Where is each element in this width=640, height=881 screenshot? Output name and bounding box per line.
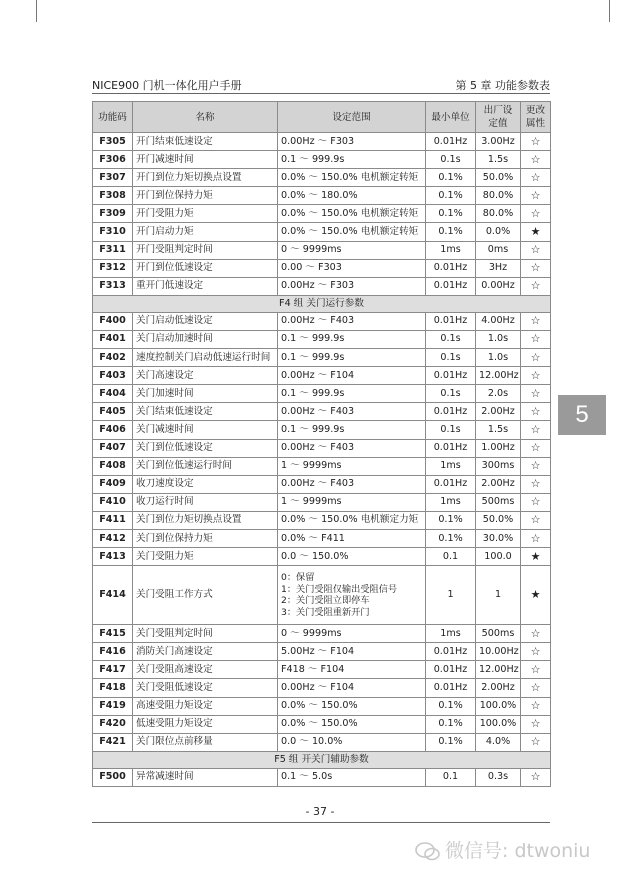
param-code: F413: [93, 548, 133, 566]
param-range: [278, 566, 426, 625]
col-header-code: 功能码: [93, 102, 133, 133]
param-attr: ☆: [521, 697, 551, 715]
param-default: 10.00Hz: [476, 643, 521, 661]
param-range: 0.1 ～ 999.9s: [278, 151, 426, 169]
param-name: 关门结束低速设定: [133, 403, 278, 421]
param-name: 重开门低速设定: [133, 277, 278, 295]
param-attr: ☆: [521, 349, 551, 367]
table-row: [93, 548, 551, 566]
param-range: 0.1 ～ 5.0s: [278, 768, 426, 786]
param-name: 高速受阻力矩设定: [133, 697, 278, 715]
col-header-range: 设定范围: [278, 102, 426, 133]
crop-mark-left: [36, 0, 37, 22]
table-row: [93, 733, 551, 751]
param-code: F310: [93, 223, 133, 241]
param-default: 0ms: [476, 241, 521, 259]
param-name: 关门启动低速设定: [133, 312, 278, 330]
param-unit: 0.1%: [426, 733, 476, 751]
param-name: 开门受阻力矩: [133, 205, 278, 223]
param-code: F309: [93, 205, 133, 223]
param-default: 3.00Hz: [476, 133, 521, 151]
param-default: 2.00Hz: [476, 679, 521, 697]
param-code: F312: [93, 259, 133, 277]
param-attr: ☆: [521, 511, 551, 529]
crop-mark-right: [609, 0, 610, 22]
group-title: F5 组 开关门辅助参数: [93, 751, 551, 768]
param-attr: ☆: [521, 643, 551, 661]
range-option: 2：关门受阻立即停车: [281, 595, 370, 607]
param-attr: ☆: [521, 277, 551, 295]
param-range: 0.00Hz ～ F303: [278, 133, 426, 151]
param-name: 开门受阻判定时间: [133, 241, 278, 259]
table-row: [93, 768, 551, 786]
param-default: 100.0%: [476, 697, 521, 715]
table-row: [93, 697, 551, 715]
param-default: 300ms: [476, 457, 521, 475]
table-row: [93, 566, 551, 625]
page-number: - 37 -: [305, 805, 335, 818]
param-default: 100.0: [476, 548, 521, 566]
param-name: 关门到位保持力矩: [133, 529, 278, 547]
table-row: [93, 169, 551, 187]
param-name: 关门受阻力矩: [133, 548, 278, 566]
table-row: [93, 643, 551, 661]
param-default: 2.00Hz: [476, 403, 521, 421]
param-code: F313: [93, 277, 133, 295]
param-code: F306: [93, 151, 133, 169]
param-name: 关门启动加速时间: [133, 330, 278, 348]
param-attr: ☆: [521, 679, 551, 697]
param-default: 0.3s: [476, 768, 521, 786]
param-unit: 1: [426, 566, 476, 625]
table-row: [93, 403, 551, 421]
param-unit: 0.1%: [426, 169, 476, 187]
col-header-attr: 更改属性: [521, 102, 551, 133]
table-row: [93, 349, 551, 367]
param-range: 5.00Hz ～ F104: [278, 643, 426, 661]
param-name: 开门到位保持力矩: [133, 187, 278, 205]
param-default: 4.0%: [476, 733, 521, 751]
param-default: 80.0%: [476, 205, 521, 223]
param-attr: ☆: [521, 625, 551, 643]
param-code: F412: [93, 529, 133, 547]
param-range: 0.00Hz ～ F403: [278, 403, 426, 421]
col-header-unit: 最小单位: [426, 102, 476, 133]
table-row: [93, 223, 551, 241]
table-row: [93, 715, 551, 733]
param-default: 1.0s: [476, 330, 521, 348]
param-default: 1.0s: [476, 349, 521, 367]
param-range: F418 ～ F104: [278, 661, 426, 679]
param-name: 关门受阻低速设定: [133, 679, 278, 697]
table-row: [93, 259, 551, 277]
table-row: [93, 241, 551, 259]
table-row: [93, 625, 551, 643]
param-range: 0.00Hz ～ F403: [278, 439, 426, 457]
param-unit: 0.1%: [426, 187, 476, 205]
range-option: 3：关门受阻重新开门: [281, 606, 370, 618]
param-attr: ☆: [521, 241, 551, 259]
param-unit: 0.1s: [426, 385, 476, 403]
param-range: 0.00Hz ～ F403: [278, 475, 426, 493]
param-name: 关门受阻判定时间: [133, 625, 278, 643]
param-unit: 0.01Hz: [426, 661, 476, 679]
param-attr: ★: [521, 223, 551, 241]
param-default: 2.0s: [476, 385, 521, 403]
param-attr: ★: [521, 548, 551, 566]
table-row: [93, 330, 551, 348]
param-default: 1.5s: [476, 151, 521, 169]
param-unit: 0.01Hz: [426, 277, 476, 295]
param-unit: 0.01Hz: [426, 133, 476, 151]
param-unit: 0.1: [426, 548, 476, 566]
param-code: F402: [93, 349, 133, 367]
param-range: 0.00 ～ F303: [278, 259, 426, 277]
param-code: F420: [93, 715, 133, 733]
param-name: 关门限位点前移量: [133, 733, 278, 751]
param-unit: 0.1%: [426, 529, 476, 547]
param-code: F307: [93, 169, 133, 187]
param-default: 50.0%: [476, 511, 521, 529]
table-row: [93, 421, 551, 439]
param-range: 0.1 ～ 999.9s: [278, 349, 426, 367]
param-attr: ☆: [521, 169, 551, 187]
param-name: 关门到位低速设定: [133, 439, 278, 457]
param-attr: ☆: [521, 661, 551, 679]
table-row: [93, 367, 551, 385]
table-row: [93, 187, 551, 205]
table-row: [93, 679, 551, 697]
param-code: F409: [93, 475, 133, 493]
param-range: 0 ～ 9999ms: [278, 625, 426, 643]
param-unit: 0.01Hz: [426, 312, 476, 330]
param-code: F418: [93, 679, 133, 697]
param-attr: ☆: [521, 457, 551, 475]
table-row: [93, 439, 551, 457]
table-row: [93, 385, 551, 403]
table-row: [93, 312, 551, 330]
parameter-table: [92, 101, 551, 787]
param-code: F411: [93, 511, 133, 529]
param-attr: ☆: [521, 259, 551, 277]
param-attr: ☆: [521, 133, 551, 151]
param-code: F400: [93, 312, 133, 330]
param-range: 0.0% ～ 150.0% 电机额定转矩: [278, 205, 426, 223]
table-header-row: [93, 102, 551, 133]
param-default: 12.00Hz: [476, 367, 521, 385]
param-unit: 0.01Hz: [426, 259, 476, 277]
param-name: 关门受阻工作方式: [133, 566, 278, 625]
param-name: 开门结束低速设定: [133, 133, 278, 151]
param-unit: 0.01Hz: [426, 439, 476, 457]
footer-rule: [92, 822, 550, 823]
param-name: 关门到位力矩切换点设置: [133, 511, 278, 529]
param-range: 0.0% ～ 150.0%: [278, 715, 426, 733]
param-attr: ☆: [521, 421, 551, 439]
param-attr: ☆: [521, 205, 551, 223]
table-row: [93, 133, 551, 151]
param-name: 收刀速度设定: [133, 475, 278, 493]
param-name: 关门高速设定: [133, 367, 278, 385]
param-name: 关门加速时间: [133, 385, 278, 403]
param-attr: ☆: [521, 403, 551, 421]
param-attr: ☆: [521, 493, 551, 511]
param-unit: 0.1s: [426, 421, 476, 439]
param-attr: ☆: [521, 187, 551, 205]
param-code: F308: [93, 187, 133, 205]
param-range: 0.0% ～ F411: [278, 529, 426, 547]
table-row: [93, 151, 551, 169]
param-range: 0.1 ～ 999.9s: [278, 421, 426, 439]
param-attr: ☆: [521, 768, 551, 786]
param-range: 0.0 ～ 10.0%: [278, 733, 426, 751]
param-default: 500ms: [476, 625, 521, 643]
param-attr: ☆: [521, 439, 551, 457]
param-attr: ☆: [521, 367, 551, 385]
col-header-default: 出厂设定值: [476, 102, 521, 133]
group-row-f5: [93, 751, 551, 768]
table-row: [93, 511, 551, 529]
param-unit: 1ms: [426, 493, 476, 511]
param-code: F404: [93, 385, 133, 403]
param-unit: 0.1s: [426, 151, 476, 169]
param-default: 50.0%: [476, 169, 521, 187]
param-default: 1.00Hz: [476, 439, 521, 457]
param-code: F408: [93, 457, 133, 475]
param-attr: ☆: [521, 330, 551, 348]
col-header-name: 名称: [133, 102, 278, 133]
param-range: 0.00Hz ～ F104: [278, 367, 426, 385]
param-range: 0.00Hz ～ F104: [278, 679, 426, 697]
param-default: 3Hz: [476, 259, 521, 277]
param-unit: 0.01Hz: [426, 679, 476, 697]
range-option: 1：关门受阻仅输出受阻信号: [281, 583, 398, 595]
param-default: 80.0%: [476, 187, 521, 205]
param-unit: 0.1s: [426, 349, 476, 367]
param-code: F416: [93, 643, 133, 661]
param-name: 开门启动力矩: [133, 223, 278, 241]
param-default: 100.0%: [476, 715, 521, 733]
param-range: 0.0 ～ 150.0%: [278, 548, 426, 566]
param-unit: 0.01Hz: [426, 367, 476, 385]
param-code: F415: [93, 625, 133, 643]
param-code: F419: [93, 697, 133, 715]
param-default: 1: [476, 566, 521, 625]
param-code: F407: [93, 439, 133, 457]
param-code: F500: [93, 768, 133, 786]
param-code: F410: [93, 493, 133, 511]
table-row: [93, 493, 551, 511]
manual-title: NICE900 门机一体化用户手册: [92, 79, 242, 92]
param-name: 开门到位力矩切换点设置: [133, 169, 278, 187]
param-code: F414: [93, 566, 133, 625]
param-name: 速度控制关门启动低速运行时间: [133, 349, 278, 367]
param-range: 0.0% ～ 150.0% 电机额定转矩: [278, 169, 426, 187]
param-name: 开门减速时间: [133, 151, 278, 169]
param-unit: 0.1%: [426, 715, 476, 733]
param-default: 0.00Hz: [476, 277, 521, 295]
param-code: F401: [93, 330, 133, 348]
watermark: [415, 836, 625, 862]
param-name: 关门减速时间: [133, 421, 278, 439]
table-row: [93, 529, 551, 547]
param-default: 2.00Hz: [476, 475, 521, 493]
param-name: 消防关门高速设定: [133, 643, 278, 661]
param-range: 0.0% ～ 180.0%: [278, 187, 426, 205]
param-range: 0.00Hz ～ F403: [278, 312, 426, 330]
param-unit: 0.1%: [426, 205, 476, 223]
param-unit: 1ms: [426, 241, 476, 259]
param-code: F305: [93, 133, 133, 151]
param-code: F405: [93, 403, 133, 421]
param-unit: 0.1%: [426, 511, 476, 529]
group-title: F4 组 关门运行参数: [93, 295, 551, 312]
param-attr: ☆: [521, 475, 551, 493]
param-unit: 1ms: [426, 457, 476, 475]
param-attr: ★: [521, 566, 551, 625]
param-attr: ☆: [521, 529, 551, 547]
page-header: [92, 77, 550, 92]
chapter-title: 第 5 章 功能参数表: [455, 79, 550, 92]
param-range: 0.0% ～ 150.0%: [278, 697, 426, 715]
group-row-f4: [93, 295, 551, 312]
wechat-icon: [415, 842, 441, 862]
param-unit: 0.01Hz: [426, 403, 476, 421]
param-range: 1 ～ 9999ms: [278, 457, 426, 475]
param-range: 0.1 ～ 999.9s: [278, 385, 426, 403]
param-default: 0.0%: [476, 223, 521, 241]
param-range: 0 ～ 9999ms: [278, 241, 426, 259]
param-range: 0.0% ～ 150.0% 电机额定力矩: [278, 511, 426, 529]
param-name: 收刀运行时间: [133, 493, 278, 511]
param-unit: 0.1s: [426, 330, 476, 348]
param-name: 低速受阻力矩设定: [133, 715, 278, 733]
table-row: [93, 475, 551, 493]
param-default: 12.00Hz: [476, 661, 521, 679]
param-unit: 0.01Hz: [426, 475, 476, 493]
chapter-tab: 5: [558, 395, 606, 435]
param-code: F403: [93, 367, 133, 385]
table-row: [93, 457, 551, 475]
param-code: F417: [93, 661, 133, 679]
param-attr: ☆: [521, 733, 551, 751]
watermark-text: 微信号: dtwoniu: [445, 840, 591, 862]
param-range: 1 ～ 9999ms: [278, 493, 426, 511]
param-default: 1.5s: [476, 421, 521, 439]
param-range: 0.00Hz ～ F303: [278, 277, 426, 295]
param-code: F311: [93, 241, 133, 259]
table-row: [93, 661, 551, 679]
table-row: [93, 277, 551, 295]
param-attr: ☆: [521, 312, 551, 330]
header-rule: [92, 93, 550, 94]
param-name: 关门受阻高速设定: [133, 661, 278, 679]
range-option: 0：保留: [281, 572, 315, 584]
param-attr: ☆: [521, 715, 551, 733]
param-name: 异常减速时间: [133, 768, 278, 786]
param-name: 开门到位低速设定: [133, 259, 278, 277]
param-unit: 0.1: [426, 768, 476, 786]
param-unit: 1ms: [426, 625, 476, 643]
param-code: F406: [93, 421, 133, 439]
param-code: F421: [93, 733, 133, 751]
param-range: 0.1 ～ 999.9s: [278, 330, 426, 348]
param-default: 4.00Hz: [476, 312, 521, 330]
param-default: 30.0%: [476, 529, 521, 547]
param-name: 关门到位低速运行时间: [133, 457, 278, 475]
table-row: [93, 205, 551, 223]
param-unit: 0.1%: [426, 697, 476, 715]
param-unit: 0.01Hz: [426, 643, 476, 661]
table-body: [93, 133, 551, 787]
param-default: 500ms: [476, 493, 521, 511]
param-attr: ☆: [521, 151, 551, 169]
param-attr: ☆: [521, 385, 551, 403]
param-unit: 0.1%: [426, 223, 476, 241]
param-range: 0.0% ～ 150.0% 电机额定转矩: [278, 223, 426, 241]
